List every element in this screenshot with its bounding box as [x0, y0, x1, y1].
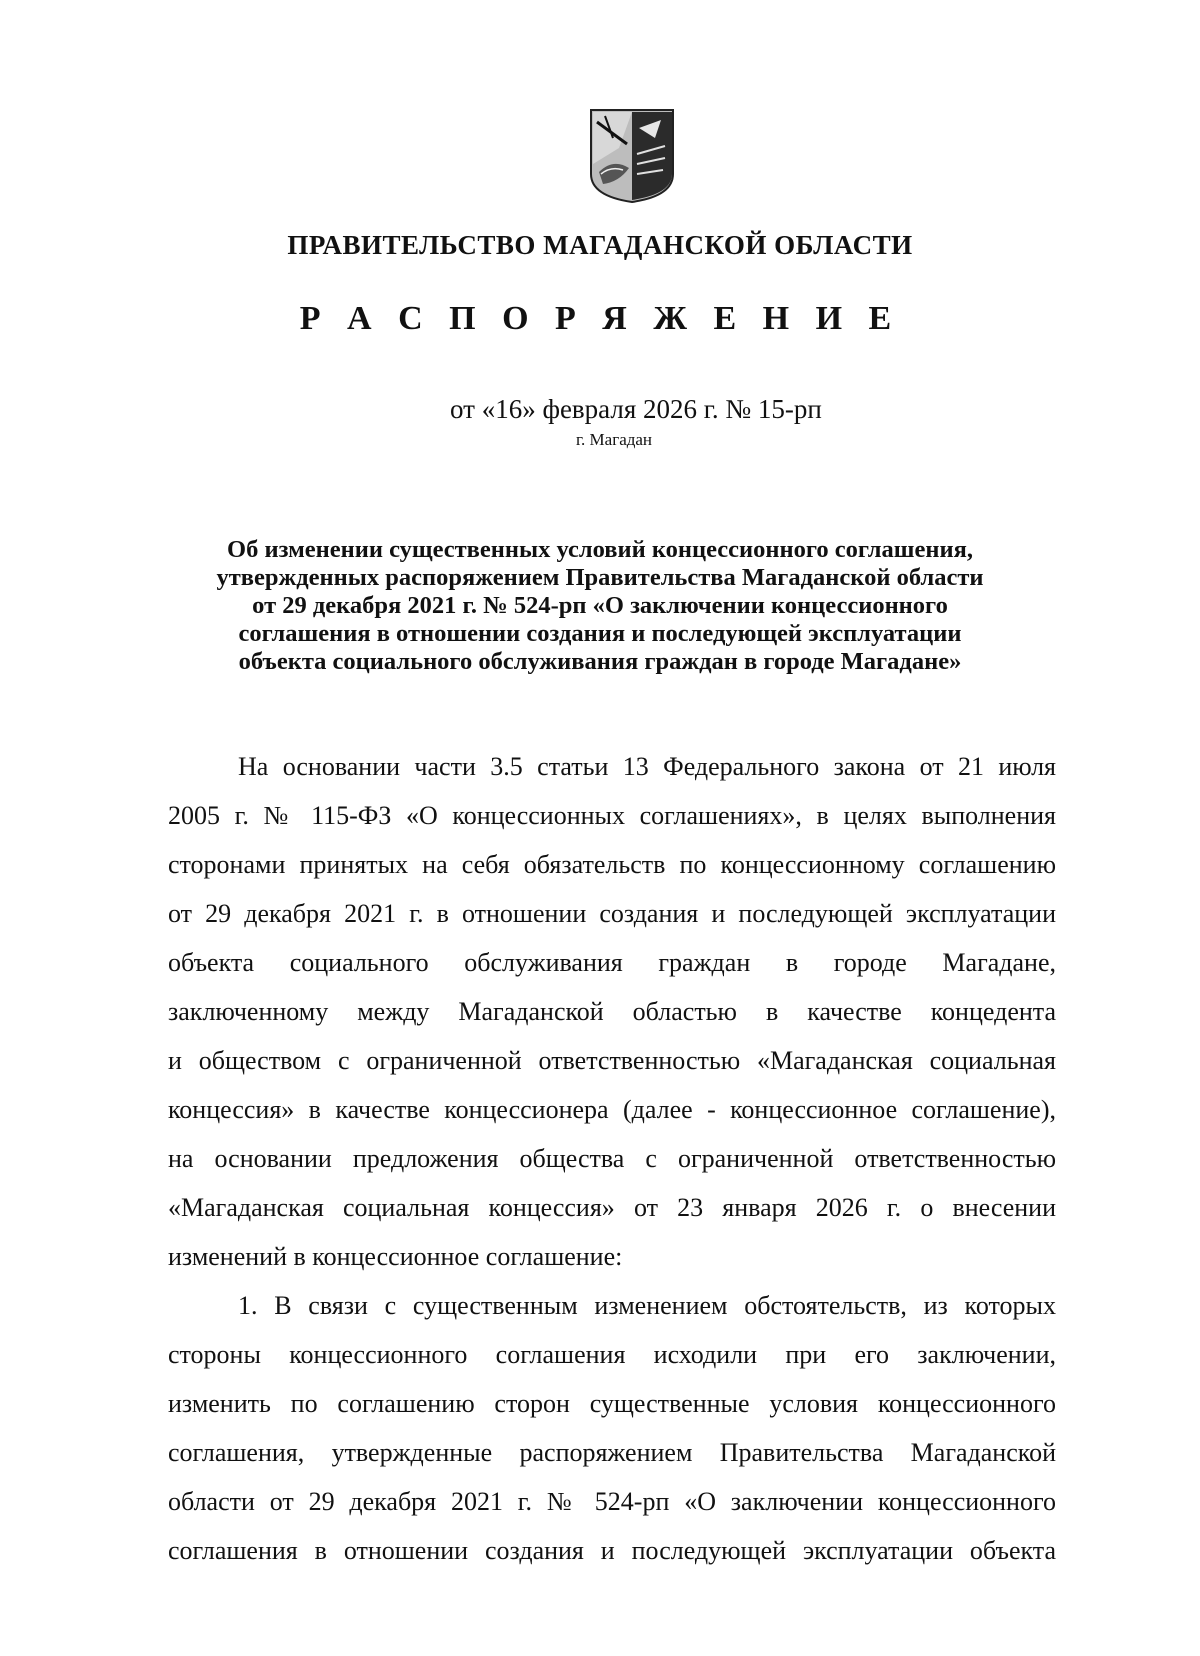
body-line: от 29 декабря 2021 г. в отношении создания и последующей эксплуатации [168, 899, 1056, 928]
body-line: на основании предложения общества с ограниченной ответственностью [168, 1144, 1056, 1173]
heading-line: Об изменении существенных условий концессионного соглашения, [227, 536, 973, 563]
body-line: 2005 г. № 115-ФЗ «О концессионных соглашениях», в целях выполнения [168, 801, 1056, 830]
body-line: заключенному между Магаданской областью в качестве концедента [168, 997, 1056, 1026]
heading-line: утвержденных распоряжением Правительства Магаданской области [216, 564, 984, 591]
document-date-number: от «16» февраля 2026 г. № 15-рп [450, 394, 822, 424]
document-type: Р А С П О Р Я Ж Е Н И Е [299, 300, 901, 337]
body-line: концессия» в качестве концессионера (далее - концессионное соглашение), [168, 1095, 1056, 1124]
heading-line: от 29 декабря 2021 г. № 524-рп «О заключении концессионного [252, 592, 948, 619]
body-line: изменений в концессионное соглашение: [168, 1242, 623, 1271]
document-city: г. Магадан [576, 430, 653, 449]
coat-of-arms-emblem [589, 108, 675, 204]
body-line: соглашения, утвержденные распоряжением Правительства Магаданской [168, 1438, 1056, 1467]
body-line: соглашения в отношении создания и последующей эксплуатации объекта [168, 1536, 1056, 1565]
body-line: «Магаданская социальная концессия» от 23 января 2026 г. о внесении [168, 1193, 1056, 1222]
heading-line: объекта социального обслуживания граждан в городе Магадане» [238, 648, 962, 675]
document-heading [140, 536, 1060, 676]
body-line: сторонами принятых на себя обязательств по концессионному соглашению [168, 850, 1056, 879]
body-line: объекта социального обслуживания граждан в городе Магадане, [168, 948, 1056, 977]
body-line: стороны концессионного соглашения исходили при его заключении, [168, 1340, 1056, 1369]
government-name: ПРАВИТЕЛЬСТВО МАГАДАНСКОЙ ОБЛАСТИ [287, 230, 913, 260]
body-line: изменить по соглашению сторон существенные условия концессионного [168, 1389, 1056, 1418]
body-line: области от 29 декабря 2021 г. № 524-рп «О заключении концессионного [168, 1487, 1056, 1516]
heading-line: соглашения в отношении создания и последующей эксплуатации [238, 620, 962, 647]
body-line: и обществом с ограниченной ответственностью «Магаданская социальная [168, 1046, 1056, 1075]
document-body [168, 742, 1056, 1575]
body-line: 1. В связи с существенным изменением обстоятельств, из которых [238, 1291, 1056, 1320]
body-line: На основании части 3.5 статьи 13 Федерального закона от 21 июля [238, 752, 1056, 781]
